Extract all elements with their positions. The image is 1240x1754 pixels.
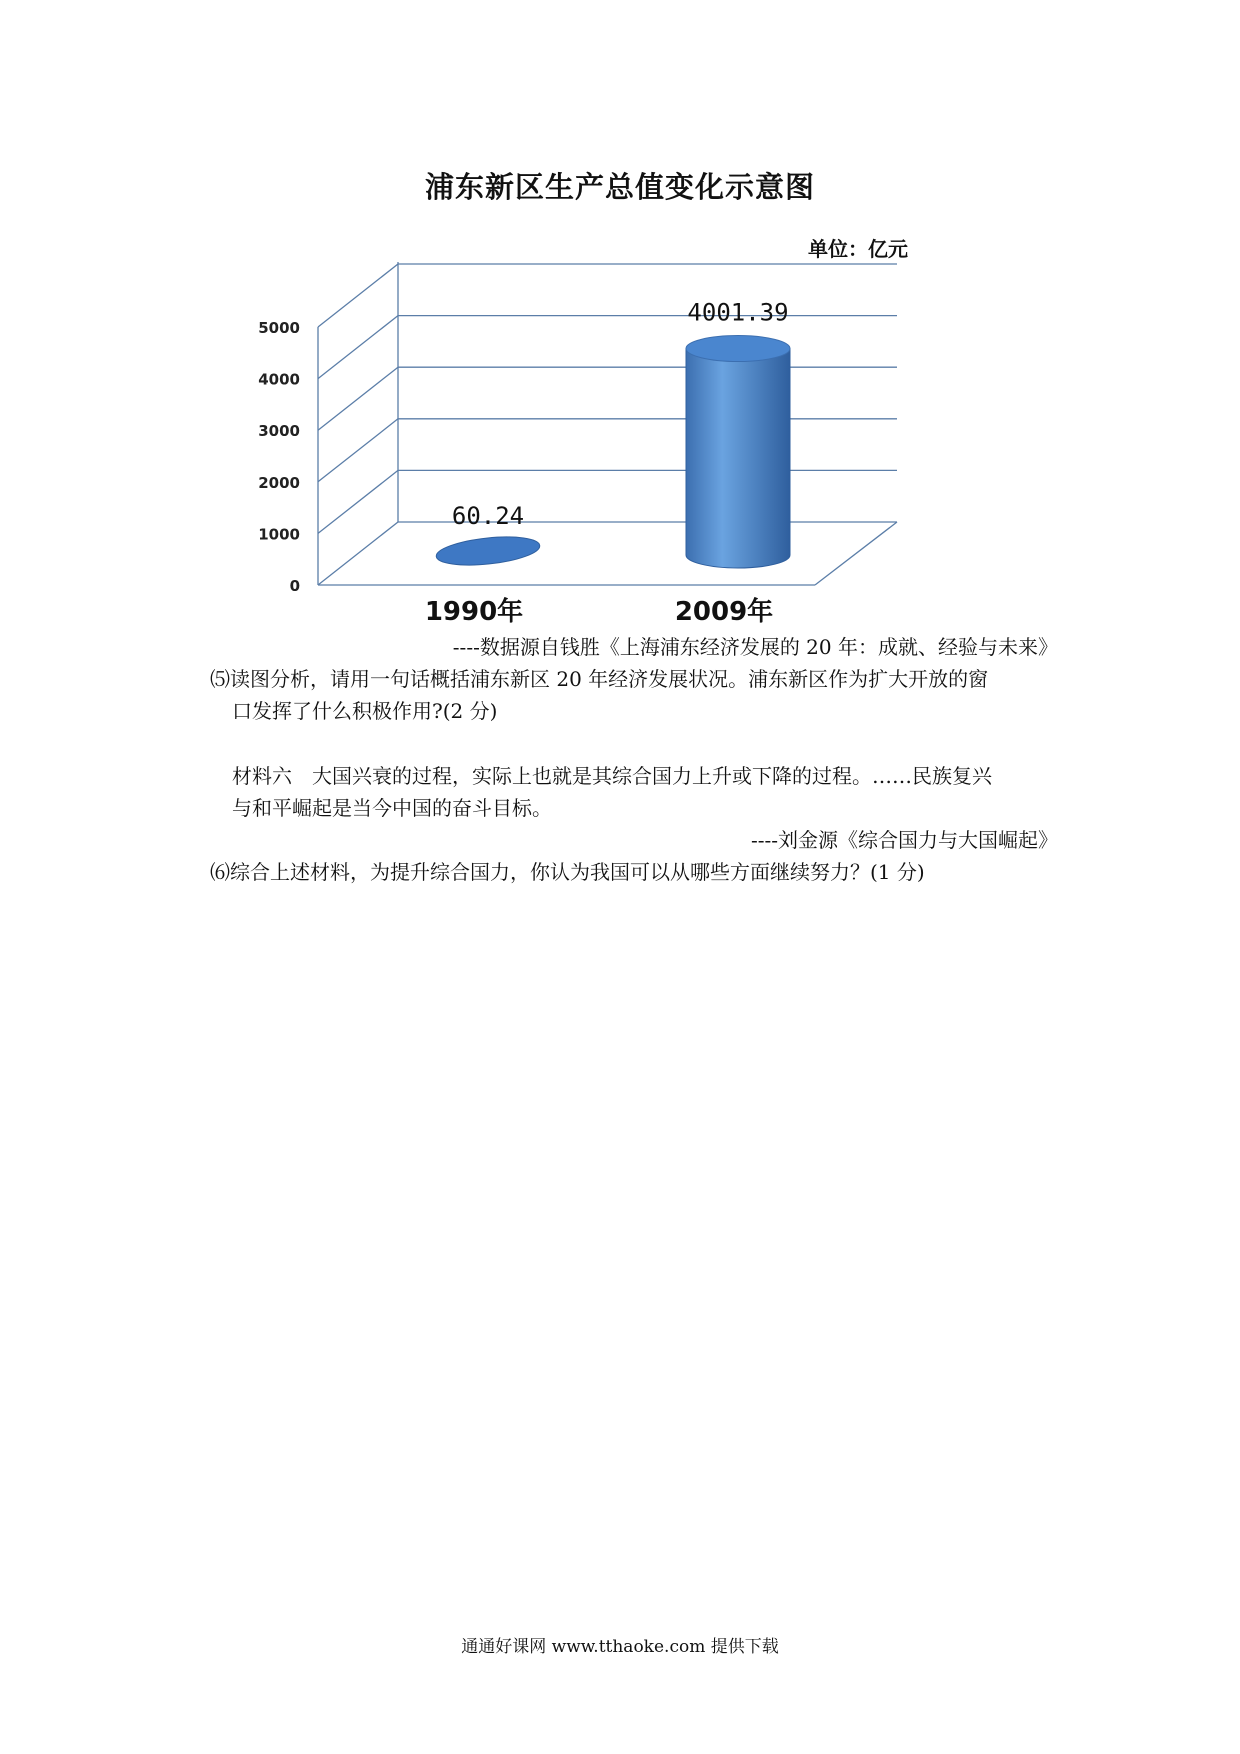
chart-title: 浦东新区生产总值变化示意图 <box>424 170 815 204</box>
y-tick-label: 4000 <box>258 370 300 389</box>
question-5-line-1: ⑸读图分析，请用一句话概括浦东新区 20 年经济发展状况。浦东新区作为扩大开放的窗 <box>210 667 989 691</box>
x-tick-label-2009年: 2009年 <box>674 597 774 627</box>
chart-source-citation: ----数据源自钱胜《上海浦东经济发展的 20 年：成就、经验与未来》 <box>452 635 1058 659</box>
y-tick-label: 5000 <box>258 319 300 337</box>
y-tick-label: 0 <box>289 577 300 595</box>
data-label-1990年: 60.24 <box>451 501 525 530</box>
gridline-side <box>318 367 398 430</box>
bar-1990年 <box>435 533 541 570</box>
gridline-side <box>318 470 398 533</box>
page-footer: 通通好课网 www.tthaoke.com 提供下载 <box>461 1637 779 1657</box>
y-tick-label: 2000 <box>258 473 300 492</box>
gridline-side <box>318 316 398 379</box>
gdp-bar-chart <box>0 0 1240 640</box>
chart-unit-label: 单位：亿元 <box>808 237 908 261</box>
x-tick-label-1990年: 1990年 <box>424 597 524 627</box>
material-6-line-2: 与和平崛起是当今中国的奋斗目标。 <box>232 796 552 820</box>
gridline-side <box>318 419 398 482</box>
material-6-line-1: 材料六 大国兴衰的过程，实际上也就是其综合国力上升或下降的过程。……民族复兴 <box>232 764 992 788</box>
bar-top-2009年 <box>686 336 790 362</box>
bar-2009年 <box>686 349 790 568</box>
material-6-source: ----刘金源《综合国力与大国崛起》 <box>750 828 1058 852</box>
y-tick-label: 1000 <box>258 525 300 544</box>
question-6: ⑹综合上述材料，为提升综合国力，你认为我国可以从哪些方面继续努力？(1 分) <box>210 860 925 884</box>
data-label-2009年: 4001.39 <box>687 298 789 327</box>
gridline-side <box>318 264 398 327</box>
y-tick-label: 3000 <box>258 422 300 441</box>
floor-right-edge <box>815 522 897 585</box>
question-5-line-2: 口发挥了什么积极作用?(2 分) <box>232 699 498 723</box>
gridline-side <box>318 522 398 585</box>
